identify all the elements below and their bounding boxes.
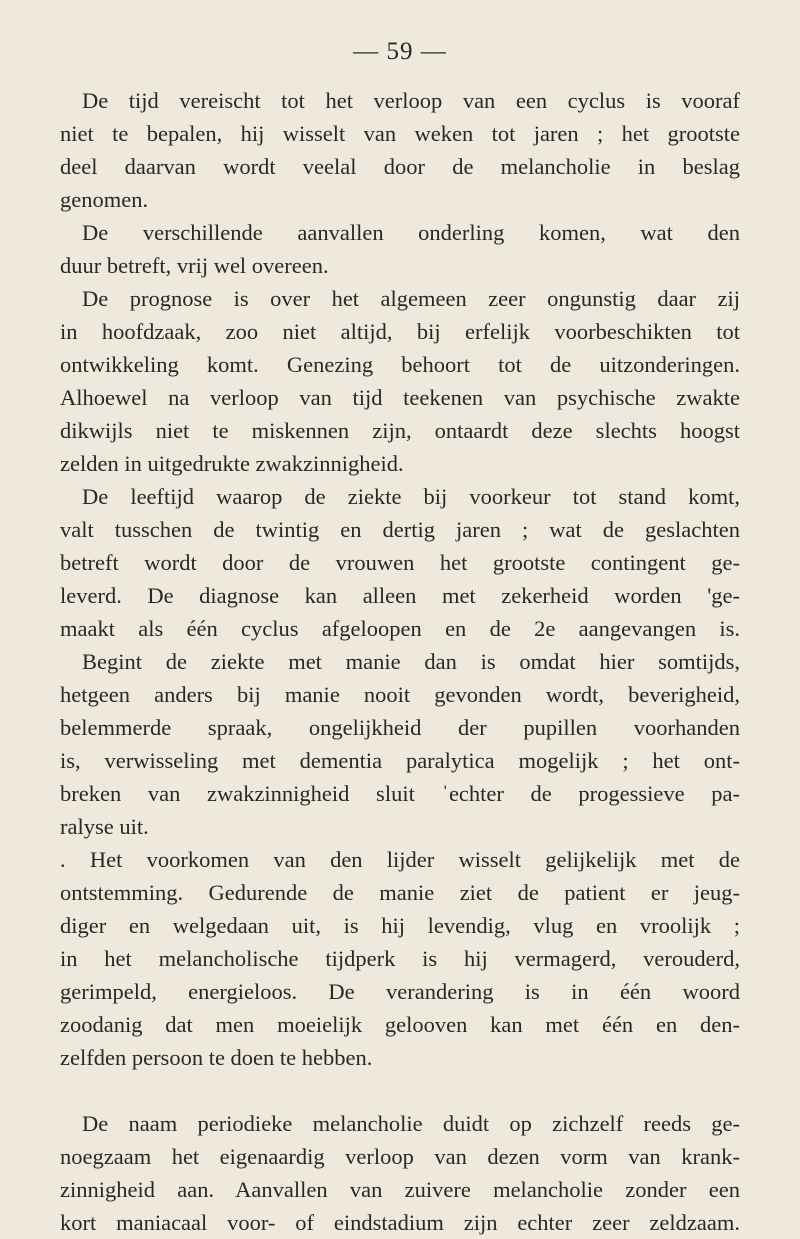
- text-line: De tijd vereischt tot het verloop van een cyclus is vooraf: [82, 88, 740, 113]
- text-line: duur betreft, vrij wel overeen.: [60, 253, 329, 278]
- paragraph: [60, 84, 740, 216]
- paragraph: [60, 480, 740, 645]
- text-line: hetgeen anders bij manie nooit gevonden wordt, beverigheid,: [60, 682, 740, 707]
- text-line: ontwikkeling komt. Genezing behoort tot de uitzonderingen.: [60, 352, 740, 377]
- text-line: in hoofdzaak, zoo niet altijd, bij erfelijk voorbeschikten tot: [60, 319, 740, 344]
- paragraph: [60, 1107, 740, 1239]
- text-line: maakt als één cyclus afgeloopen en de 2e aangevangen is.: [60, 616, 740, 641]
- paragraph: [60, 282, 740, 480]
- text-line: valt tusschen de twintig en dertig jaren ; wat de geslachten: [60, 517, 740, 542]
- text-line: diger en welgedaan uit, is hij levendig, vlug en vroolijk ;: [60, 913, 740, 938]
- paragraph: [60, 216, 740, 282]
- text-line: De leeftijd waarop de ziekte bij voorkeur tot stand komt,: [82, 484, 740, 509]
- text-line: kort maniacaal voor- of eindstadium zijn echter zeer zeldzaam.: [60, 1210, 740, 1235]
- text-line: gerimpeld, energieloos. De verandering is in één woord: [60, 979, 740, 1004]
- text-line: De verschillende aanvallen onderling komen, wat den: [82, 220, 740, 245]
- text-line: noegzaam het eigenaardig verloop van dezen vorm van krank-: [60, 1144, 740, 1169]
- text-line: zinnigheid aan. Aanvallen van zuivere melancholie zonder een: [60, 1177, 740, 1202]
- text-line: Alhoewel na verloop van tijd teekenen van psychische zwakte: [60, 385, 740, 410]
- paragraph: [60, 645, 740, 843]
- paragraph: [60, 843, 740, 1074]
- text-line: niet te bepalen, hij wisselt van weken tot jaren ; het grootste: [60, 121, 740, 146]
- text-line: genomen.: [60, 187, 149, 212]
- text-line: deel daarvan wordt veelal door de melancholie in beslag: [60, 154, 740, 179]
- text-line: zoodanig dat men moeielijk gelooven kan met één en den-: [60, 1012, 740, 1037]
- paragraph-gap: [60, 1074, 740, 1107]
- text-line: ontstemming. Gedurende de manie ziet de patient er jeug-: [60, 880, 740, 905]
- text-line: ralyse uit.: [60, 814, 149, 839]
- text-line: zelden in uitgedrukte zwakzinnigheid.: [60, 451, 404, 476]
- text-line: De prognose is over het algemeen zeer ongunstig daar zij: [82, 286, 740, 311]
- text-line: De naam periodieke melancholie duidt op zichzelf reeds ge-: [82, 1111, 740, 1136]
- text-line: dikwijls niet te miskennen zijn, ontaardt deze slechts hoogst: [60, 418, 740, 443]
- text-line: in het melancholische tijdperk is hij vermagerd, verouderd,: [60, 946, 740, 971]
- page-number: — 59 —: [353, 38, 447, 65]
- text-line: . Het voorkomen van den lijder wisselt gelijkelijk met de: [60, 847, 740, 872]
- text-line: zelfden persoon te doen te hebben.: [60, 1045, 373, 1070]
- body-text: [60, 84, 740, 1239]
- text-line: breken van zwakzinnigheid sluit ˈechter de progessieve pa-: [60, 781, 740, 806]
- text-line: betreft wordt door de vrouwen het grootste contingent ge-: [60, 550, 740, 575]
- text-line: leverd. De diagnose kan alleen met zekerheid worden 'ge-: [60, 583, 740, 608]
- text-line: belemmerde spraak, ongelijkheid der pupillen voorhanden: [60, 715, 740, 740]
- text-line: is, verwisseling met dementia paralytica mogelijk ; het ont-: [60, 748, 740, 773]
- text-line: Begint de ziekte met manie dan is omdat hier somtijds,: [82, 649, 740, 674]
